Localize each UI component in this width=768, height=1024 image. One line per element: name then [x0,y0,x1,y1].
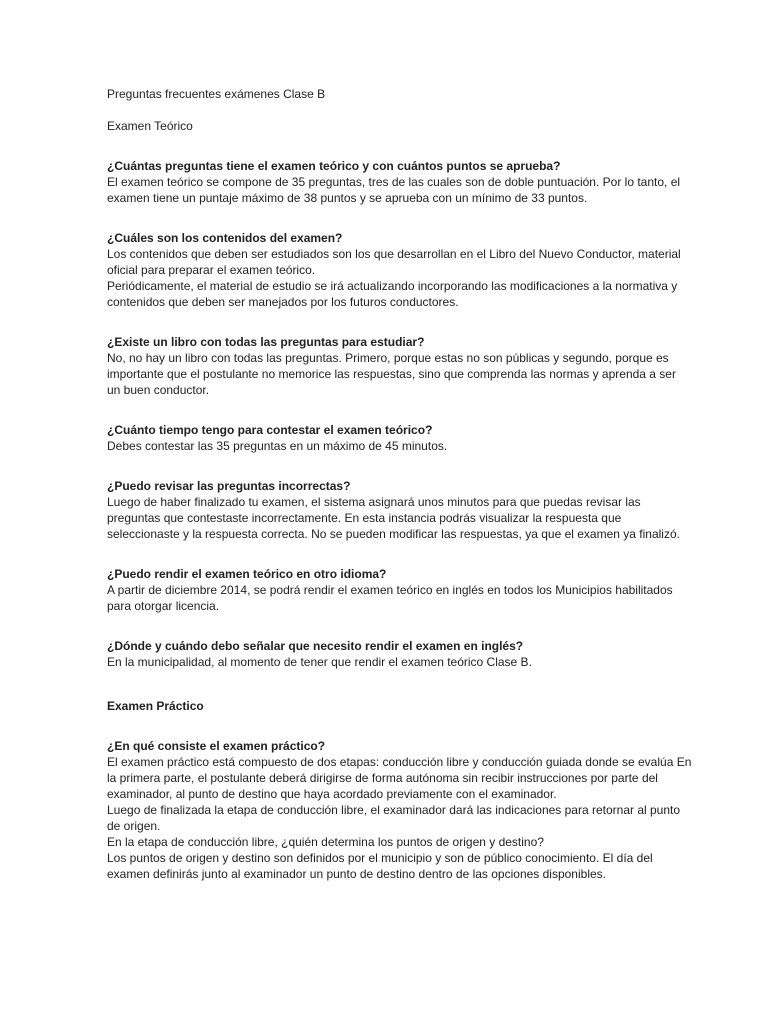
faq-answer-paragraph: El examen teórico se compone de 35 preguntas, tres de las cuales son de doble puntuación. Por lo tanto, el examen tiene un puntaje máximo de 38 puntos y se aprueba con un mínimo de 33 puntos. [107,175,681,205]
faq-item-cuantas-preguntas [107,158,692,206]
faq-question: ¿Cuántas preguntas tiene el examen teórico y con cuántos puntos se aprueba? [107,159,561,173]
faq-item-donde-cuando-ingles [107,638,692,670]
faq-question: ¿Puedo rendir el examen teórico en otro idioma? [107,567,387,581]
faq-item-libro-preguntas [107,334,692,398]
faq-answer-paragraph: Luego de finalizada la etapa de conducción libre, el examinador dará las indicaciones para retornar al punto de origen. [107,803,681,833]
faq-question: ¿Dónde y cuándo debo señalar que necesito rendir el examen en inglés? [107,639,524,653]
faq-answer-paragraph: A partir de diciembre 2014, se podrá rendir el examen teórico en inglés en todos los Municipios habilitados para otorgar licencia. [107,583,673,613]
faq-question: ¿Cuáles son los contenidos del examen? [107,231,343,245]
faq-item-revisar-incorrectas [107,478,692,542]
section-heading-examen-practico: Examen Práctico [107,699,204,713]
faq-question: ¿En qué consiste el examen práctico? [107,739,326,753]
faq-answer-paragraph: En la etapa de conducción libre, ¿quién determina los puntos de origen y destino? [107,835,544,849]
faq-answer-paragraph: Los contenidos que deben ser estudiados son los que desarrollan en el Libro del Nuevo Conductor, material oficial para preparar el examen teórico. [107,247,681,277]
faq-answer-paragraph: Periódicamente, el material de estudio se irá actualizando incorporando las modificaciones a la normativa y contenidos que deben ser manejados por los futuros conductores. [107,279,678,309]
faq-question: ¿Puedo revisar las preguntas incorrectas? [107,479,351,493]
faq-answer-paragraph: En la municipalidad, al momento de tener que rendir el examen teórico Clase B. [107,655,532,669]
document-content [107,86,692,882]
faq-item-consiste-practico [107,738,692,882]
faq-item-tiempo-contestar [107,422,692,454]
faq-question: ¿Cuánto tiempo tengo para contestar el examen teórico? [107,423,433,437]
faq-answer-paragraph: Debes contestar las 35 preguntas en un máximo de 45 minutos. [107,439,448,453]
faq-question: ¿Existe un libro con todas las preguntas para estudiar? [107,335,425,349]
document-title: Preguntas frecuentes exámenes Clase B [107,87,326,101]
faq-item-otro-idioma [107,566,692,614]
faq-answer-paragraph: Luego de haber finalizado tu examen, el sistema asignará unos minutos para que puedas revisar las preguntas que contestaste incorrectamente. En esta instancia podrás visualizar la respuesta que seleccionaste y la respuesta correcta. No se pueden modificar las respuestas, ya que el examen ya finalizó. [107,495,680,541]
faq-answer-paragraph: Los puntos de origen y destino son definidos por el municipio y son de público conocimiento. El día del examen definirás junto al examinador un punto de destino dentro de las opciones disponibles. [107,851,653,881]
section-heading-examen-teorico: Examen Teórico [107,119,193,133]
faq-item-contenidos [107,230,692,310]
faq-answer-paragraph: El examen práctico está compuesto de dos etapas: conducción libre y conducción guiada donde se evalúa En la primera parte, el postulante deberá dirigirse de forma autónoma sin recibir instrucciones por parte del examinador, al punto de destino que haya acordado previamente con el examinador. [107,755,692,801]
faq-answer-paragraph: No, no hay un libro con todas las preguntas. Primero, porque estas no son públicas y segundo, porque es importante que el postulante no memorice las respuestas, sino que comprenda las normas y aprenda a ser un buen conductor. [107,351,676,397]
